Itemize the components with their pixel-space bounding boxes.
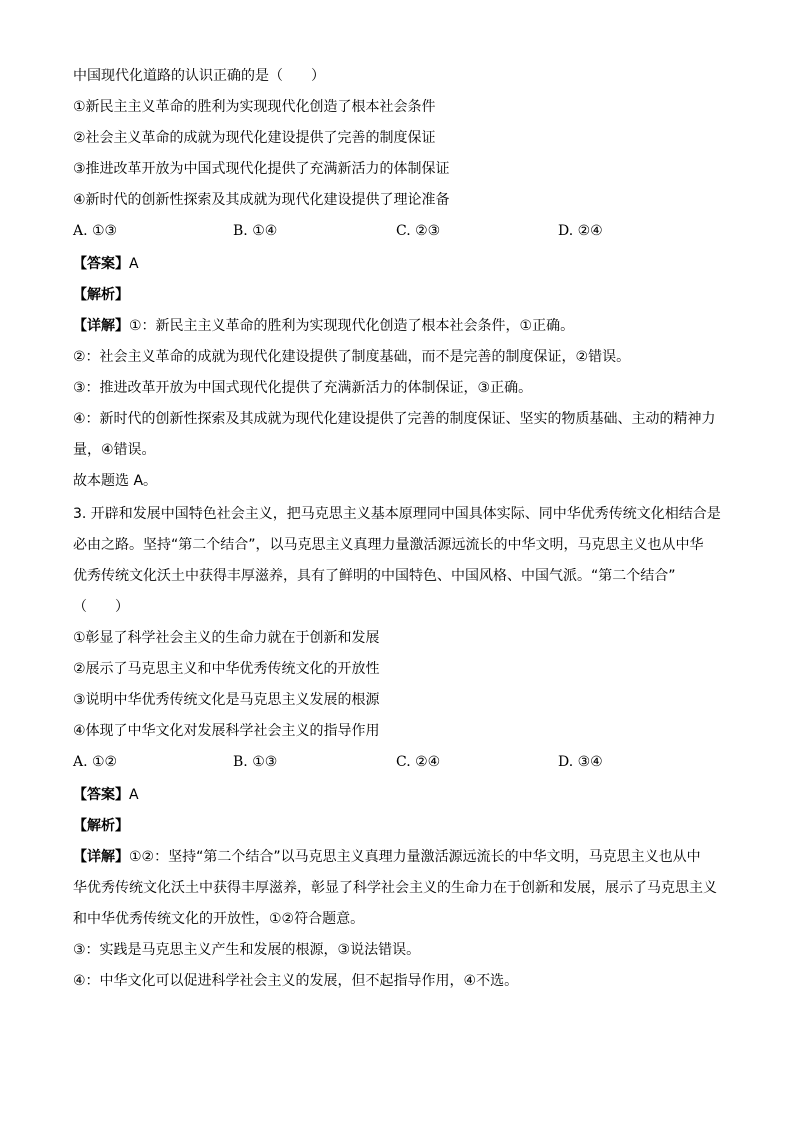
answer-value: A	[129, 787, 139, 803]
q2-analysis-tag: 【解析】	[73, 287, 129, 303]
q2-option-d: D. ②④	[558, 223, 603, 239]
q3-detail-2: 华优秀传统文化沃土中获得丰厚滋养，彰显了科学社会主义的生命力在于创新和发展，展示了马克思主义	[73, 880, 717, 896]
q3-option-a: A. ①②	[73, 754, 118, 770]
q2-conclusion: 故本题选 A。	[73, 473, 158, 489]
q3-item-1: ①彰显了科学社会主义的生命力就在于创新和发展	[73, 630, 380, 646]
q2-item-1: ①新民主主义革命的胜利为实现现代化创造了根本社会条件	[73, 99, 436, 115]
q3-stem-1: 3. 开辟和发展中国特色社会主义，把马克思主义基本原理同中国具体实际、同中华优秀传统文化相结合是	[73, 506, 721, 522]
q2-answer	[73, 255, 139, 273]
q2-stem-end: 中国现代化道路的认识正确的是（ ）	[73, 68, 325, 84]
q3-option-c: C. ②④	[396, 754, 441, 770]
q3-analysis-tag: 【解析】	[73, 818, 129, 834]
detail-tag: 【详解】	[73, 849, 129, 865]
q2-item-2: ②社会主义革命的成就为现代化建设提供了完善的制度保证	[73, 130, 436, 146]
q2-detail-5: 量，④错误。	[73, 442, 156, 458]
q3-detail-3: 和中华优秀传统文化的开放性，①②符合题意。	[73, 911, 365, 927]
q3-item-4: ④体现了中华文化对发展科学社会主义的指导作用	[73, 723, 380, 739]
q3-stem-4: （ ）	[73, 599, 129, 615]
answer-value: A	[129, 256, 139, 272]
q3-detail-5: ④：中华文化可以促进科学社会主义的发展，但不起指导作用，④不选。	[73, 973, 519, 989]
q3-detail-4: ③：实践是马克思主义产生和发展的根源，③说法错误。	[73, 942, 421, 958]
q3-stem-2: 必由之路。坚持“第二个结合”，以马克思主义真理力量激活源远流长的中华文明，马克思主义也从中华	[73, 537, 704, 553]
q2-detail-1	[73, 317, 574, 335]
q2-option-a: A. ①③	[73, 223, 118, 239]
q2-option-b: B. ①④	[233, 223, 278, 239]
q3-option-b: B. ①③	[233, 754, 278, 770]
detail-text: ①：新民主主义革命的胜利为实现现代化创造了根本社会条件，①正确。	[129, 318, 575, 334]
q2-item-4: ④新时代的创新性探索及其成就为现代化建设提供了理论准备	[73, 192, 450, 208]
q3-stem-3: 优秀传统文化沃土中获得丰厚滋养，具有了鲜明的中国特色、中国风格、中国气派。“第二个结合”	[73, 568, 676, 584]
q2-item-3: ③推进改革开放为中国式现代化提供了充满新活力的体制保证	[73, 161, 450, 177]
detail-tag: 【详解】	[73, 318, 129, 334]
q2-detail-4: ④：新时代的创新性探索及其成就为现代化建设提供了完善的制度保证、坚实的物质基础、主动的精神力	[73, 411, 716, 427]
q3-item-3: ③说明中华优秀传统文化是马克思主义发展的根源	[73, 692, 380, 708]
detail-text: ①②：坚持“第二个结合”以马克思主义真理力量激活源远流长的中华文明，马克思主义也从中	[129, 849, 701, 865]
q2-detail-3: ③：推进改革开放为中国式现代化提供了充满新活力的体制保证，③正确。	[73, 380, 533, 396]
q3-option-d: D. ③④	[558, 754, 603, 770]
q3-answer	[73, 786, 139, 804]
answer-tag: 【答案】	[73, 787, 129, 803]
q3-item-2: ②展示了马克思主义和中华优秀传统文化的开放性	[73, 661, 380, 677]
q3-detail-1	[73, 848, 701, 866]
q2-option-c: C. ②③	[396, 223, 441, 239]
q2-detail-2: ②：社会主义革命的成就为现代化建设提供了制度基础，而不是完善的制度保证，②错误。	[73, 349, 631, 365]
answer-tag: 【答案】	[73, 256, 129, 272]
